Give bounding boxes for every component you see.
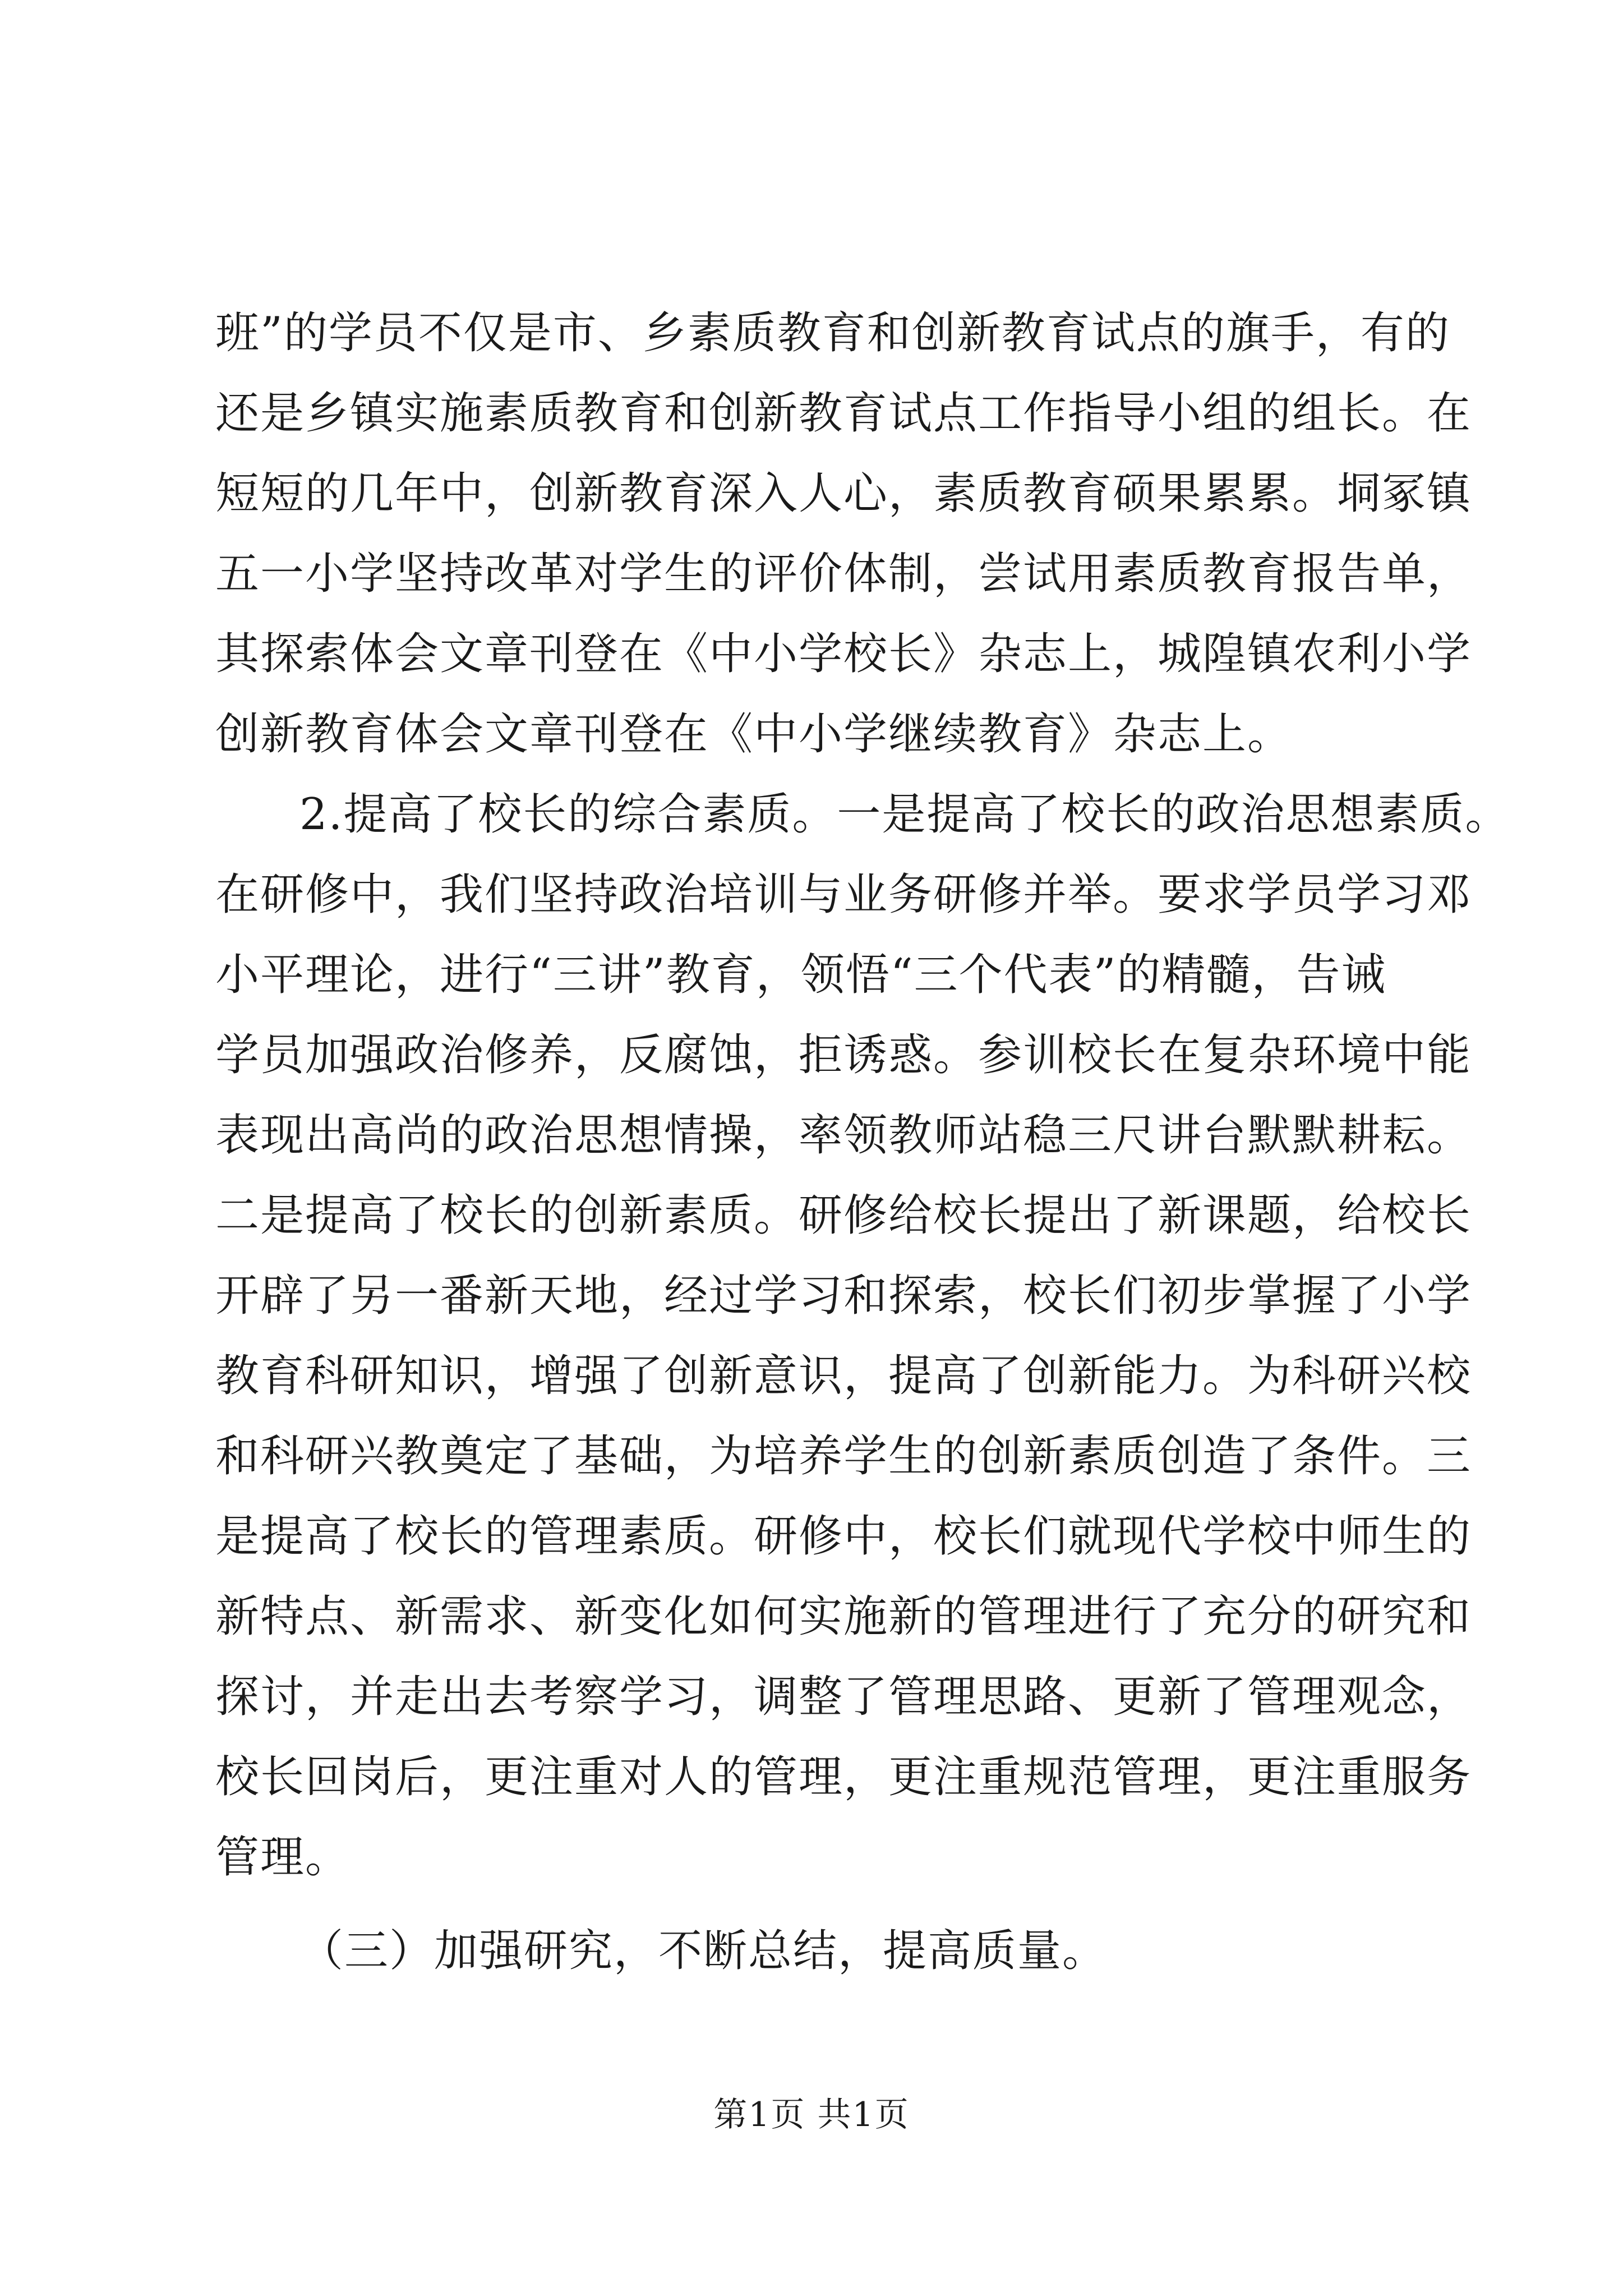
text-line: 教育科研知识，增强了创新意识，提高了创新能力。为科研兴校 bbox=[215, 1351, 1472, 1401]
text-line: 其探索体会文章刊登在《中小学校长》杂志上，城隍镇农利小学 bbox=[215, 629, 1472, 679]
text-line: 表现出高尚的政治思想情操，率领教师站稳三尺讲台默默耕耘。 bbox=[215, 1110, 1472, 1161]
text-line: 小平理论，进行“三讲”教育，领悟“三个代表”的精髓，告诫 bbox=[215, 950, 1386, 1000]
text-line: 是提高了校长的管理素质。研修中，校长们就现代学校中师生的 bbox=[215, 1511, 1472, 1562]
text-line: 还是乡镇实施素质教育和创新教育试点工作指导小组的组长。在 bbox=[215, 388, 1472, 439]
text-line: 新特点、新需求、新变化如何实施新的管理进行了充分的研究和 bbox=[215, 1591, 1472, 1642]
section-heading: （三）加强研究，不断总结，提高质量。 bbox=[299, 1926, 1108, 1976]
text-line: 创新教育体会文章刊登在《中小学继续教育》杂志上。 bbox=[215, 709, 1293, 760]
text-line: 二是提高了校长的创新素质。研修给校长提出了新课题，给校长 bbox=[215, 1190, 1472, 1241]
paragraph-start-line: 2.提高了校长的综合素质。一是提高了校长的政治思想素质。 bbox=[299, 789, 1510, 840]
text-line: 学员加强政治修养，反腐蚀，拒诱惑。参训校长在复杂环境中能 bbox=[215, 1030, 1472, 1080]
text-line: 开辟了另一番新天地，经过学习和探索，校长们初步掌握了小学 bbox=[215, 1271, 1472, 1321]
text-line: 五一小学坚持改革对学生的评价体制，尝试用素质教育报告单， bbox=[215, 549, 1472, 599]
text-line: 校长回岗后，更注重对人的管理，更注重规范管理，更注重服务 bbox=[215, 1752, 1472, 1802]
text-line: 和科研兴教奠定了基础，为培养学生的创新素质创造了条件。三 bbox=[215, 1431, 1472, 1481]
page-footer: 第1页 共1页 bbox=[713, 2095, 910, 2134]
text-line: 在研修中，我们坚持政治培训与业务研修并举。要求学员学习邓 bbox=[215, 869, 1472, 920]
text-line: 短短的几年中，创新教育深入人心，素质教育硕果累累。垌冢镇 bbox=[215, 468, 1472, 519]
text-line: 管理。 bbox=[215, 1832, 351, 1883]
text-line: 班”的学员不仅是市、乡素质教育和创新教育试点的旗手，有的 bbox=[215, 308, 1450, 358]
text-line: 探讨，并走出去考察学习，调整了管理思路、更新了管理观念， bbox=[215, 1672, 1472, 1722]
